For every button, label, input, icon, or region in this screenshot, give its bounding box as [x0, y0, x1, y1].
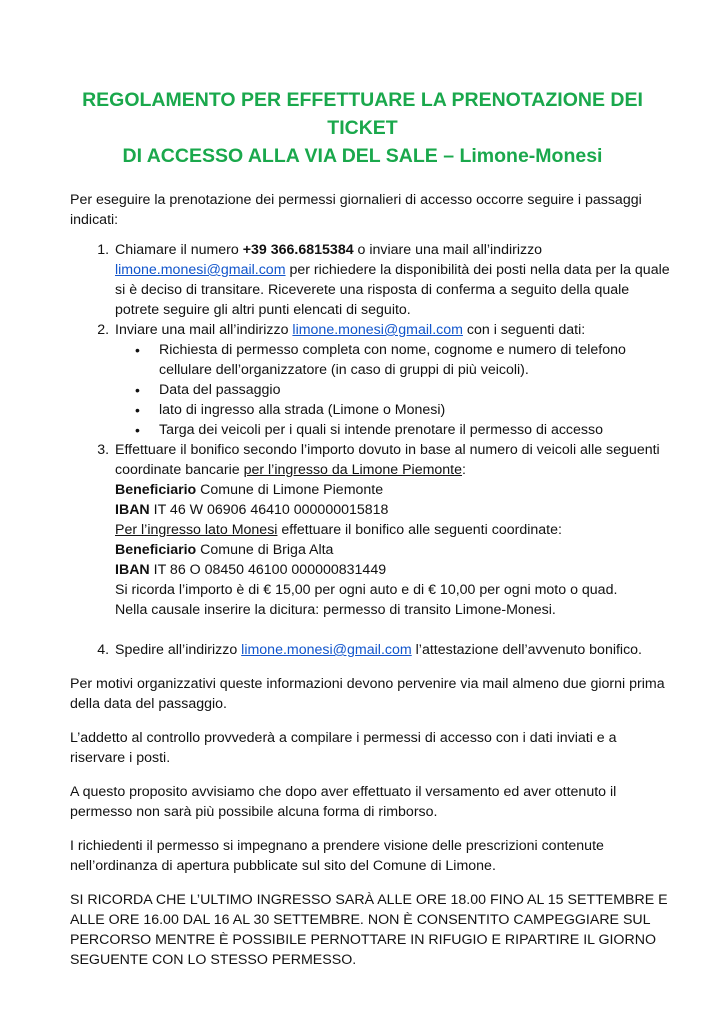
notice-paragraph: SI RICORDA CHE L’ULTIMO INGRESSO SARÀ ALLE ORE 18.00 FINO AL 15 SETTEMBRE E ALLE ORE 16.00 DAL 16 AL 30 SETTEMBRE. NON È CONSENTITO CAMPEGGIARE SUL PERCORSO MENTRE È POSSIBILE PERNOTTARE IN RIFUGIO E RIPARTIRE IL GIORNO SEGUENTE CON LO STESSO PERMESSO. [70, 892, 668, 968]
causale-note: Nella causale inserire la dicitura: permesso di transito Limone-Monesi. [115, 602, 556, 618]
phone-number: +39 366.6815384 [242, 242, 354, 258]
step-4: 4. Spedire all’indirizzo limone.monesi@gmail.com l’attestazione dell’avvenuto bonifico. [113, 640, 670, 660]
list-item: • lato di ingresso alla strada (Limone o Monesi) [135, 400, 670, 420]
list-item: • Data del passaggio [135, 380, 670, 400]
paragraph-controller: L’addetto al controllo provvederà a compilare i permessi di accesso con i dati inviati e a riservare i posti. [70, 730, 617, 766]
iban-label: IBAN [115, 502, 150, 518]
monesi-entry-label: Per l’ingresso lato Monesi [115, 522, 278, 538]
email-link[interactable]: limone.monesi@gmail.com [115, 262, 286, 278]
title-line-1: REGOLAMENTO PER EFFETTUARE LA PRENOTAZIONE DEI TICKET [82, 89, 643, 139]
title-line-2: DI ACCESSO ALLA VIA DEL SALE – Limone-Monesi [122, 145, 603, 167]
price-note: Si ricorda l’importo è di € 15,00 per ogni auto e di € 10,00 per ogni moto o quad. [115, 582, 618, 598]
iban-label: IBAN [115, 562, 150, 578]
iban-limone: IT 46 W 06906 46410 000000015818 [149, 502, 389, 518]
steps-list [70, 240, 670, 660]
step-3: 3. Effettuare il bonifico secondo l’importo dovuto in base al numero di veicoli alle seguenti coordinate bancarie per l’ingresso da Limone Piemonte: Beneficiario Comune di Limone Piemonte IBAN IT 46 W 06906 46410 000000015818 Per l’ingresso lato Monesi effettuare il bonifico alle seguenti coordinate: Beneficiario Comune di Briga Alta IBAN IT 86 O 08450 46100 000000831449 Si ricorda l’importo è di € 15,00 per ogni auto e di € 10,00 per ogni moto o quad. Nella causale inserire la dicitura: permesso di transito Limone-Monesi. [113, 440, 670, 620]
document-title [60, 86, 665, 170]
email-link[interactable]: limone.monesi@gmail.com [292, 322, 463, 338]
paragraph-prescriptions: I richiedenti il permesso si impegnano a prendere visione delle prescrizioni contenute nell’ordinanza di apertura pubblicate sul sito del Comune di Limone. [70, 838, 604, 874]
iban-briga: IT 86 O 08450 46100 000000831449 [149, 562, 387, 578]
list-item: • Targa dei veicoli per i quali si intende prenotare il permesso di accesso [135, 420, 670, 440]
intro-paragraph: Per eseguire la prenotazione dei permessi giornalieri di accesso occorre seguire i passaggi indicati: [70, 192, 642, 228]
beneficiary-label: Beneficiario [115, 482, 197, 498]
paragraph-timing: Per motivi organizzativi queste informazioni devono pervenire via mail almeno due giorni prima della data del passaggio. [70, 676, 665, 712]
limone-entry-label: per l’ingresso da Limone Piemonte [243, 462, 463, 478]
list-item: • Richiesta di permesso completa con nome, cognome e numero di telefono cellulare dell’organizzatore (in caso di gruppi di più veicoli). [135, 340, 670, 380]
step-2: 2. Inviare una mail all’indirizzo limone.monesi@gmail.com con i seguenti dati: • Richiesta di permesso completa con nome, cognome e numero di telefono cellulare dell’organizzatore (in caso di gruppi di più veicoli). • Data del passaggio • lato di ingresso alla strada (Limone o Monesi) • Targa dei veicoli per i quali si intende prenotare il permesso di accesso [113, 320, 670, 440]
email-link[interactable]: limone.monesi@gmail.com [241, 642, 412, 658]
beneficiary-limone: Comune di Limone Piemonte [196, 482, 384, 498]
required-data-list [115, 340, 670, 440]
paragraph-refund: A questo proposito avvisiamo che dopo aver effettuato il versamento ed aver ottenuto il permesso non sarà più possibile alcuna forma di rimborso. [70, 784, 617, 820]
step-1: 1. Chiamare il numero +39 366.6815384 o inviare una mail all’indirizzo limone.monesi@gmail.com per richiedere la disponibilità dei posti nella data per la quale si è deciso di transitare. Riceverete una risposta di conferma a seguito della quale potrete seguire gli altri punti elencati di seguito. [113, 240, 670, 320]
document-body [70, 190, 670, 970]
beneficiary-label: Beneficiario [115, 542, 197, 558]
beneficiary-briga: Comune di Briga Alta [196, 542, 334, 558]
